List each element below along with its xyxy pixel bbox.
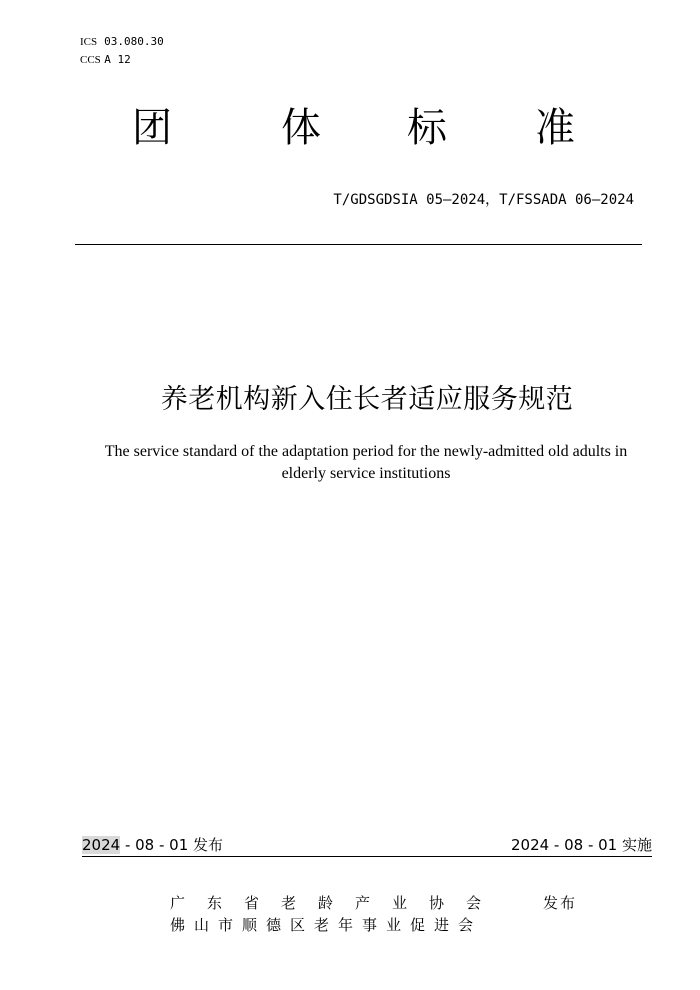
- publisher-org-2: 佛山市顺德区老年事业促进会: [170, 916, 483, 934]
- standard-code: T/GDSGDSIA 05—2024，T/FSSADA 06—2024: [333, 192, 634, 208]
- release-year: 2024: [82, 836, 121, 854]
- ccs-label: CCS: [80, 54, 101, 66]
- header-divider: [75, 244, 642, 245]
- document-title-en-line: elderly service institutions: [281, 465, 451, 482]
- implementation-date: 2024 - 08 - 01 实施: [510, 836, 652, 854]
- publisher-org-1: 广东省老龄产业协会: [170, 894, 504, 912]
- document-title-en: [85, 441, 647, 485]
- document-title-cn: 养老机构新入住长者适应服务规范: [160, 384, 574, 415]
- standard-type-title: [80, 100, 620, 156]
- ics-line: [80, 35, 164, 49]
- date-row: [82, 834, 652, 856]
- document-title-en-line: The service standard of the adaptation period for the newly-admitted old adults in: [104, 443, 628, 460]
- standard-type-char: 团: [132, 105, 172, 151]
- release-date-rest: - 08 - 01 发布: [120, 836, 224, 854]
- standard-type-char: 体: [281, 105, 321, 151]
- ccs-line: [80, 53, 131, 67]
- ics-label: ICS: [80, 36, 98, 48]
- ics-code: 03.080.30: [104, 35, 164, 48]
- ccs-code: A 12: [104, 53, 131, 66]
- standard-type-char: 准: [535, 105, 575, 151]
- footer-divider: [82, 856, 652, 857]
- publish-action: 发布: [543, 894, 578, 912]
- standard-type-char: 标: [407, 105, 447, 151]
- release-date: [82, 834, 223, 856]
